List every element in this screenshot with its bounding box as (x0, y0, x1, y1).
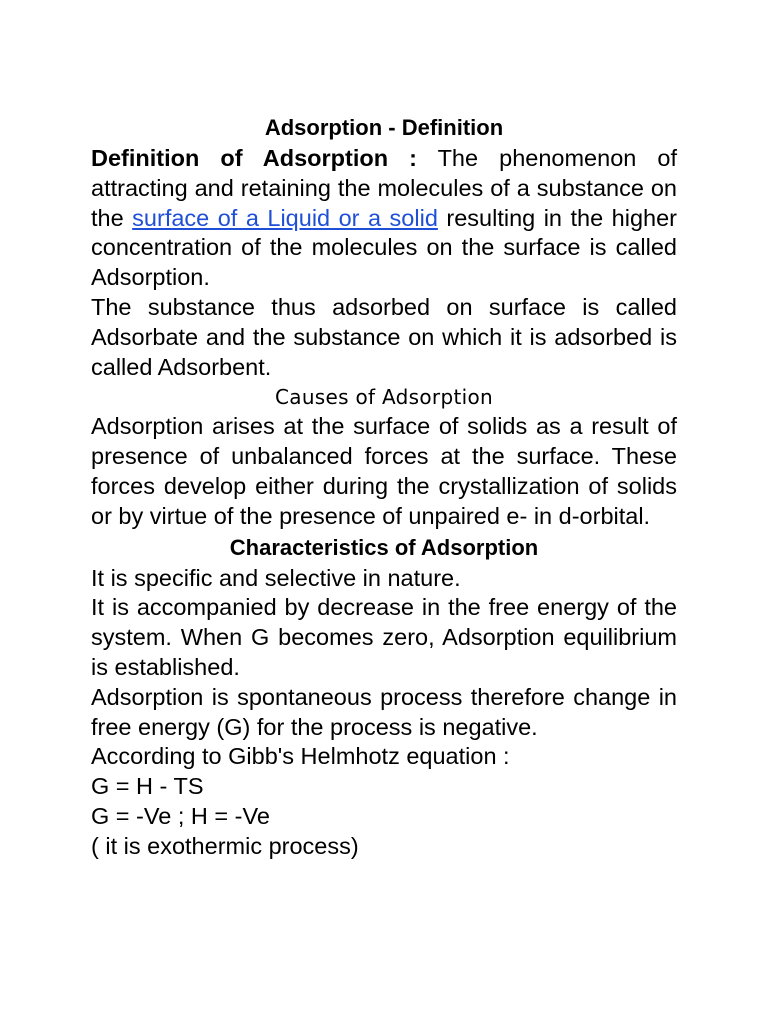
exothermic-note: ( it is exothermic process) (91, 832, 359, 859)
characteristic-free-energy: It is accompanied by decrease in the free energy of the system. When G becomes zero, Adsorption equilibrium is established. (91, 594, 677, 680)
definition-text-before-link: The phenomenon of attracting and retaining the molecules of a substance on the (91, 145, 677, 231)
page-title: Adsorption - Definition (264, 115, 504, 140)
characteristic-spontaneous: Adsorption is spontaneous process therefore change in free energy (G) for the process is negative. (91, 683, 677, 740)
gibbs-equation-intro: According to Gibb's Helmhotz equation : (91, 743, 510, 770)
adsorbate-paragraph: The substance thus adsorbed on surface is called Adsorbate and the substance on which it is adsorbed is called Adsorbent. (91, 293, 677, 380)
characteristic-specific: It is specific and selective in nature. (91, 564, 461, 591)
causes-heading: Causes of Adsorption (275, 385, 493, 410)
equation-signs: G = -Ve ; H = -Ve (91, 802, 270, 829)
definition-paragraph (91, 144, 677, 293)
definition-lead: Definition of Adsorption : (91, 145, 417, 171)
definition-text-after-link: resulting in the higher concentration of the molecules on the surface is called Adsorption. (91, 204, 677, 291)
document-page (91, 112, 677, 862)
surface-link[interactable]: surface of a Liquid or a solid (132, 204, 438, 231)
causes-paragraph: Adsorption arises at the surface of solids as a result of presence of unbalanced forces at the surface. These forces develop either during the crystallization of solids or by virtue of the presence of unpaired e- in d-orbital. (91, 413, 677, 529)
equation-g-h-ts: G = H - TS (91, 773, 204, 800)
characteristics-heading: Characteristics of Adsorption (229, 534, 539, 560)
